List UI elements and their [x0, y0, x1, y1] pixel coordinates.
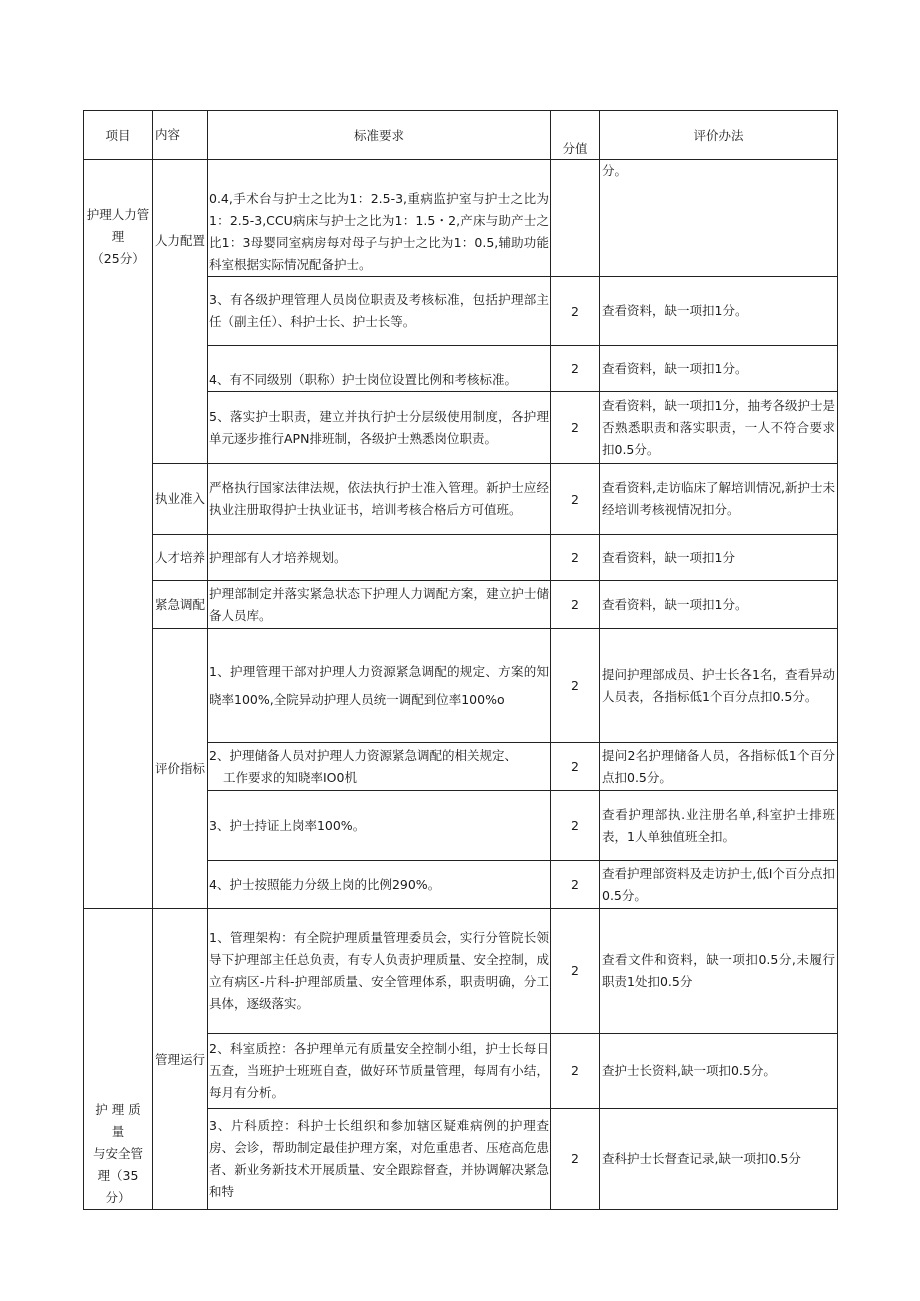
method-cell: 查看护理部执.业注册名单,科室护士排班表，1人单独值班全扣。	[600, 791, 838, 861]
table-row	[84, 581, 838, 629]
standard-cell: 2、科室质控：各护理单元有质量安全控制小组，护士长每日五查，当班护士班班自查，做好环节质量管理，每周有小结，每月有分析。	[208, 1033, 551, 1108]
standard-cell: 严格执行国家法律法规，依法执行护士准入管理。新护士应经执业注册取得护士执业证书，培训考核合格后方可值班。	[208, 464, 551, 535]
table-row	[84, 629, 838, 743]
score-cell: 2	[551, 1033, 600, 1108]
standard-cell	[208, 743, 551, 791]
category-licensing: 执业准入	[153, 464, 208, 535]
category-staffing: 人力配置	[153, 160, 208, 464]
score-cell: 2	[551, 909, 600, 1034]
method-cell: 查护士长资料,缺一项扣0.5分。	[600, 1033, 838, 1108]
standard-cell: 1、管理架构：有全院护理质量管理委员会，实行分管院长领导下护理部主任总负责，有专人负责护理质量、安全控制，成立有病区-片科-护理部质量、安全管理体系，职责明确，分工具体，逐级落实。	[208, 909, 551, 1034]
standard-cell: 1、护理管理干部对护理人力资源紧急调配的规定、方案的知晓率100%,全院异动护理人员统一调配到位率100%o	[208, 629, 551, 743]
method-cell: 查看资料，缺一项扣1分，抽考各级护士是否熟悉职责和落实职责，一人不符合要求扣0.5分。	[600, 392, 838, 464]
standard-cell: 5、落实护士职责，建立并执行护士分层级使用制度，各护理单元逐步推行APN排班制，各级护士熟悉岗位职责。	[208, 392, 551, 464]
section-qs-title: 量	[111, 1124, 125, 1139]
method-cell: 分。	[600, 160, 838, 277]
score-cell: 2	[551, 392, 600, 464]
header-row	[84, 111, 838, 160]
evaluation-table	[83, 110, 838, 1210]
section-quality-safety	[84, 909, 153, 1210]
header-project: 项目	[84, 111, 153, 160]
score-cell	[551, 160, 600, 277]
score-cell: 2	[551, 791, 600, 861]
standard-text: 工作要求的知晓率IO0机	[223, 769, 357, 785]
method-cell: 查看资料，缺一项扣1分。	[600, 346, 838, 392]
method-cell: 查看资料，缺一项扣1分。	[600, 581, 838, 629]
score-cell: 2	[551, 1108, 600, 1209]
header-standard: 标准要求	[208, 111, 551, 160]
score-cell: 2	[551, 861, 600, 909]
score-cell: 2	[551, 629, 600, 743]
header-method: 评价办法	[600, 111, 838, 160]
standard-cell: 护理部制定并落实紧急状态下护理人力调配方案，建立护士储备人员库。	[208, 581, 551, 629]
table-row	[84, 160, 838, 277]
section-qs-title: 与安全管	[92, 1146, 143, 1161]
standard-cell: 3、有各级护理管理人员岗位职责及考核标准，包括护理部主任（副主任）、科护士长、护士长等。	[208, 277, 551, 346]
standard-cell: 3、片科质控：科护士长组织和参加辖区疑难病例的护理查房、会诊，帮助制定最佳护理方案，对危重患者、压疮高危患者、新业务新技术开展质量、安全跟踪督查，并协调解决紧急和特	[208, 1108, 551, 1209]
standard-cell: 护理部有人才培养规划。	[208, 535, 551, 581]
section-qs-title: 理（35	[97, 1168, 139, 1183]
section-hr-points: （25分）	[91, 251, 145, 266]
category-emergency: 紧急调配	[153, 581, 208, 629]
score-cell: 2	[551, 535, 600, 581]
section-hr-title: 护理人力管理	[86, 207, 150, 244]
category-talent: 人才培养	[153, 535, 208, 581]
method-cell: 查看资料,走访临床了解培训情况,新护士未经培训考核视情况扣分。	[600, 464, 838, 535]
header-score: 分值	[551, 111, 600, 160]
standard-cell: 0.4,手术台与护士之比为1：2.5-3,重病监护室与护士之比为1：2.5-3,CCU病床与护士之比为1：1.5・2,产床与助产士之比1：3母婴同室病房每对母子与护士之比为1：0.5,辅助功能科室根据实际情况配备护士。	[208, 160, 551, 277]
score-cell: 2	[551, 743, 600, 791]
standard-cell: 3、护士持证上岗率100%。	[208, 791, 551, 861]
method-cell: 提问护理部成员、护士长各1名，查看异动人员表，各指标低1个百分点扣0.5分。	[600, 629, 838, 743]
method-cell: 查看资料，缺一项扣1分。	[600, 277, 838, 346]
standard-cell: 4、有不同级别（职称）护士岗位设置比例和考核标准。	[208, 346, 551, 392]
section-qs-title: 护 理 质	[95, 1102, 141, 1117]
standard-text: 2、护理储备人员对护理人力资源紧急调配的相关规定、	[209, 747, 517, 763]
table-row	[84, 909, 838, 1034]
standard-cell: 4、护士按照能力分级上岗的比例290%。	[208, 861, 551, 909]
table-row	[84, 535, 838, 581]
category-indicators: 评价指标	[153, 629, 208, 909]
score-cell: 2	[551, 346, 600, 392]
section-hr	[84, 160, 153, 909]
table-row	[84, 464, 838, 535]
header-content: 内容	[153, 111, 208, 160]
method-cell: 查科护士长督查记录,缺一项扣0.5分	[600, 1108, 838, 1209]
score-cell: 2	[551, 464, 600, 535]
score-cell: 2	[551, 581, 600, 629]
method-cell: 查看资料，缺一项扣1分	[600, 535, 838, 581]
category-operation: 管理运行	[153, 909, 208, 1210]
method-cell: 查看文件和资料，缺一项扣0.5分,未履行职责1处扣0.5分	[600, 909, 838, 1034]
method-cell: 查看护理部资料及走访护士,低I个百分点扣0.5分。	[600, 861, 838, 909]
section-qs-points: 分）	[105, 1190, 131, 1205]
score-cell: 2	[551, 277, 600, 346]
method-cell: 提问2名护理储备人员，各指标低1个百分点扣0.5分。	[600, 743, 838, 791]
